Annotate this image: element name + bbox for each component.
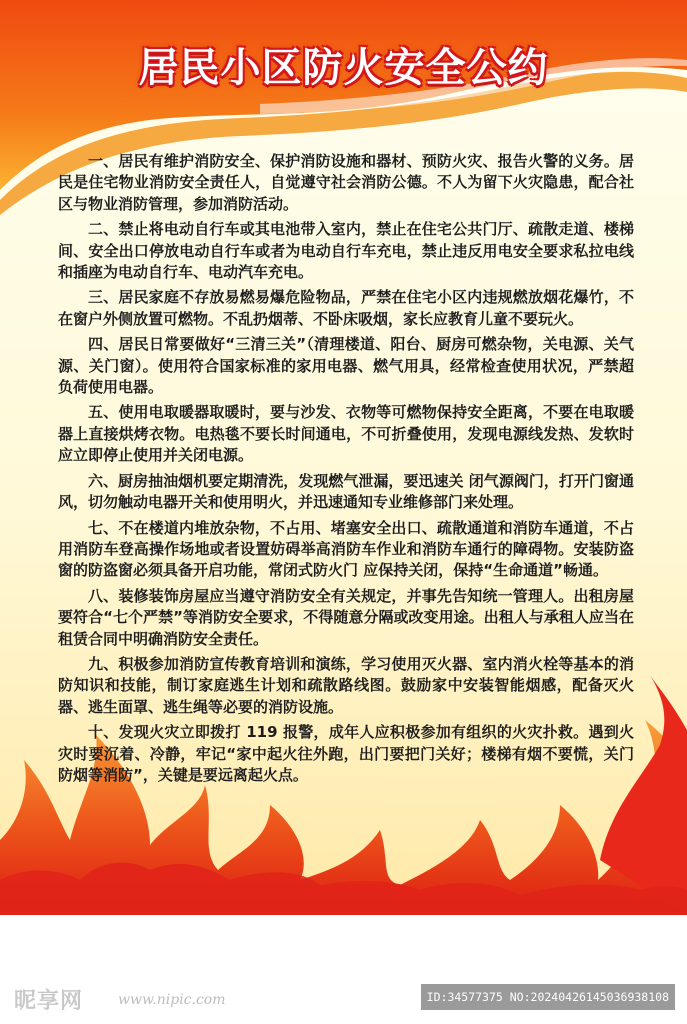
paragraph-3: 三、居民家庭不存放易燃易爆危险物品，严禁在住宅小区内违规燃放烟花爆竹，不在窗户外侧放置可燃物。不乱扔烟蒂、不卧床吸烟，家长应教育儿童不要玩火。 (58, 288, 634, 328)
paragraph-8: 八、装修装饰房屋应当遵守消防安全有关规定，并事先告知统一管理人。出租房屋要符合“七个严禁”等消防安全要求，不得随意分隔或改变用途。出租人与承租人应当在租赁合同中明确消防安全责任。 (58, 586, 634, 648)
watermark-logo: 昵享网 (14, 989, 84, 1014)
paragraph-7: 七、不在楼道内堆放杂物，不占用、堵塞安全出口、疏散通道和消防车通道，不占用消防车登高操作场地或者设置妨碍举高消防车作业和消防车通行的障碍物。安装防盗窗的防盗窗必须具备开启功能，常闭式防火门 应保持关闭，保持“生命通道”畅通。 (58, 518, 634, 580)
paragraph-9: 九、积极参加消防宣传教育培训和演练，学习使用灭火器、室内消火栓等基本的消防知识和技能，制订家庭逃生计划和疏散路线图。鼓励家中安装智能烟感，配备灭火器、逃生面罩、逃生绳等必要的消防设施。 (58, 654, 634, 716)
poster-content (58, 151, 634, 790)
poster-title: 居民小区防火安全公约 (138, 45, 549, 91)
paragraph-2: 二、禁止将电动自行车或其电池带入室内，禁止在住宅公共门厅、疏散走道、楼梯间、安全出口停放电动自行车或者为电动自行车充电，禁止违反用电安全要求私拉电线和插座为电动自行车、电动汽车充电。 (58, 220, 634, 282)
paragraph-5: 五、使用电取暖器取暖时，要与沙发、衣物等可燃物保持安全距离，不要在电取暖器上直接烘烤衣物。电热毯不要长时间通电，不可折叠使用，发现电源线发热、发软时应立即停止使用并关闭电源。 (58, 403, 634, 465)
paragraph-4: 四、居民日常要做好“三清三关”（清理楼道、阳台、厨房可燃杂物，关电源、关气源、关门窗）。使用符合国家标准的家用电器、燃气用具，经常检查使用状况，严禁超负荷使用电器。 (58, 335, 634, 397)
paragraph-10: 十、发现火灾立即拨打 119 报警，成年人应积极参加有组织的火灾扑救。遇到火灾时要沉着、冷静，牢记“家中起火往外跑，出门要把门关好；楼梯有烟不要慌，关门防烟等消防”，关键是要远离起火点。 (58, 723, 634, 784)
paragraph-6: 六、厨房抽油烟机要定期清洗，发现燃气泄漏，要迅速关 闭气源阀门，打开门窗通风，切勿触动电器开关和使用明火，并迅速通知专业维修部门来处理。 (58, 471, 634, 512)
paragraph-1: 一、居民有维护消防安全、保护消防设施和器材、预防火灾、报告火警的义务。居民是住宅物业消防安全责任人，自觉遵守社会消防公德。不人为留下火灾隐患，配合社区与物业消防管理，参加消防活动。 (58, 152, 634, 213)
watermark-id-badge: ID:34577375 NO:20240426145036938108 (421, 984, 675, 1010)
watermark-url: www.nipic.com (118, 992, 226, 1008)
